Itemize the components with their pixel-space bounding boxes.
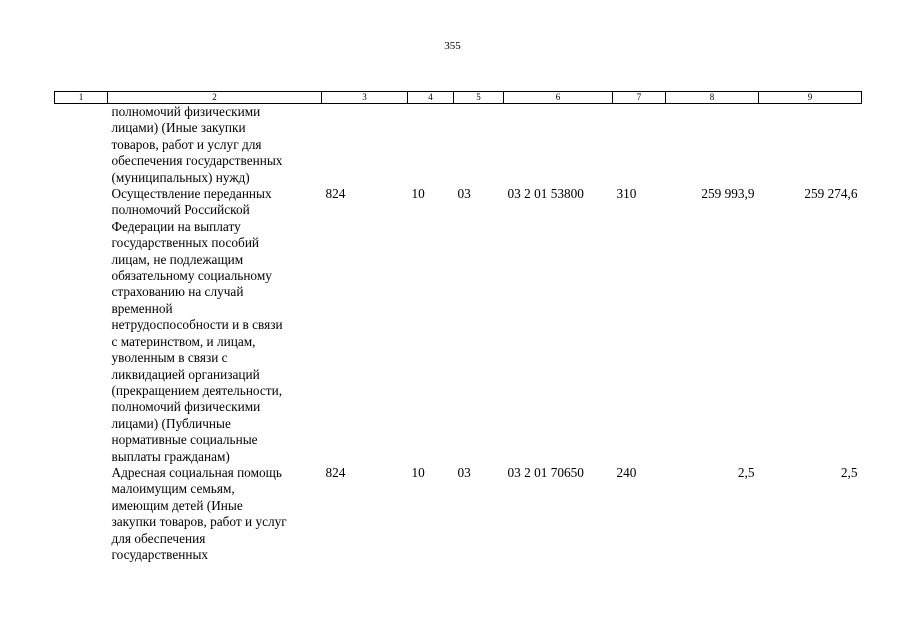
table-row	[55, 104, 862, 187]
cell-target-article: 03 2 01 53800	[507, 186, 584, 202]
cell-target-article	[504, 104, 613, 187]
cell-subsection: 03	[457, 186, 471, 202]
header-cell-6: 6	[504, 92, 613, 104]
description-line: Федерации на выплату	[111, 218, 241, 234]
description-line: выплаты гражданам)	[111, 448, 230, 464]
header-cell-3: 3	[322, 92, 408, 104]
description-line: лицами) (Иные закупки	[111, 120, 246, 136]
cell-amount-year2: 2,5	[840, 464, 858, 480]
table-row	[55, 465, 862, 563]
description-line: обеспечения государственных	[111, 153, 283, 169]
header-cell-5: 5	[454, 92, 504, 104]
table-row	[55, 186, 862, 465]
description-line: закупки товаров, работ и услуг	[111, 514, 287, 530]
description-line: нормативные социальные	[111, 432, 258, 448]
description-line: полномочий физическими	[111, 104, 261, 119]
cell-col1	[55, 186, 108, 465]
cell-amount-year2	[759, 104, 862, 187]
header-cell-4: 4	[408, 92, 454, 104]
header-cell-9: 9	[759, 92, 862, 104]
cell-expense-type	[613, 104, 666, 187]
cell-col1	[55, 465, 108, 563]
description-line: нетрудоспособности и в связи	[111, 317, 283, 333]
header-cell-7: 7	[613, 92, 666, 104]
description-line: уволенным в связи с	[111, 350, 228, 366]
description-line: (муниципальных) нужд)	[111, 169, 250, 185]
description-line: ликвидацией организаций	[111, 366, 260, 382]
table-header	[55, 92, 862, 104]
description-line: полномочий физическими	[111, 399, 261, 415]
cell-ministry-code: 824	[325, 186, 346, 202]
cell-description	[108, 186, 322, 465]
description-line: (прекращением деятельности,	[111, 382, 283, 398]
description-line: для обеспечения	[111, 530, 206, 546]
description-line: страхованию на случай	[111, 284, 244, 300]
header-cell-8: 8	[666, 92, 759, 104]
description-line: малоимущим семьям,	[111, 481, 235, 497]
description-line: Осуществление переданных	[111, 186, 272, 202]
cell-ministry-code: 824	[325, 464, 346, 480]
cell-expense-type: 240	[616, 464, 637, 480]
cell-target-article: 03 2 01 70650	[507, 464, 584, 480]
cell-amount-year1	[666, 104, 759, 187]
cell-subsection	[454, 104, 504, 187]
cell-section: 10	[411, 464, 425, 480]
description-line: лицам, не подлежащим	[111, 251, 244, 267]
description-line: обязательному социальному	[111, 268, 272, 284]
description-line: товаров, работ и услуг для	[111, 136, 262, 152]
cell-amount-year1: 259 993,9	[701, 186, 755, 202]
description-line: лицами) (Публичные	[111, 415, 231, 431]
cell-section: 10	[411, 186, 425, 202]
description-line: временной	[111, 300, 173, 316]
header-row	[55, 92, 862, 104]
description-line: с материнством, и лицам,	[111, 333, 256, 349]
cell-subsection: 03	[457, 464, 471, 480]
table-body	[55, 104, 862, 564]
cell-description	[108, 465, 322, 563]
cell-section	[408, 104, 454, 187]
cell-description	[108, 104, 322, 187]
page-number: 355	[444, 40, 461, 52]
description-line: государственных	[111, 546, 209, 562]
cell-col1	[55, 104, 108, 187]
cell-amount-year2: 259 274,6	[804, 186, 858, 202]
header-cell-2: 2	[108, 92, 322, 104]
cell-expense-type: 310	[616, 186, 637, 202]
cell-ministry-code	[322, 104, 408, 187]
budget-table	[54, 91, 862, 563]
cell-amount-year1: 2,5	[737, 464, 755, 480]
description-line: полномочий Российской	[111, 202, 250, 218]
description-line: государственных пособий	[111, 235, 260, 251]
description-line: Адресная социальная помощь	[111, 464, 282, 480]
description-line: имеющим детей (Иные	[111, 497, 243, 513]
header-cell-1: 1	[55, 92, 108, 104]
